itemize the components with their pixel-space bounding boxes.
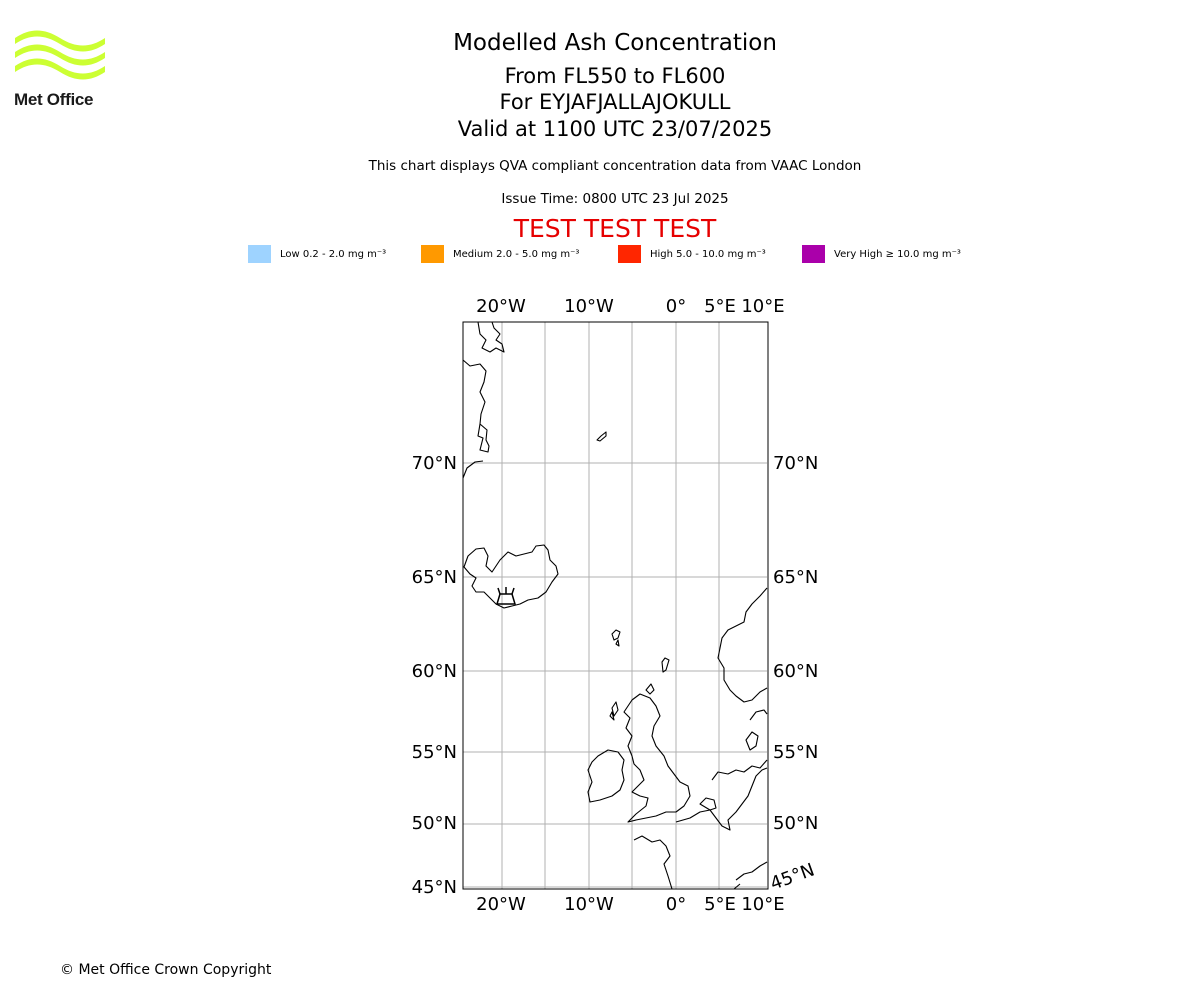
- map-gridlines: [463, 322, 767, 889]
- copyright-notice: © Met Office Crown Copyright: [60, 962, 272, 978]
- chart-description: This chart displays QVA compliant concentration data from VAAC London: [368, 158, 862, 174]
- continent-coast: [634, 768, 767, 889]
- lat-label-left-65n: 65°N: [411, 567, 457, 588]
- lat-label-right-50n: 50°N: [773, 813, 819, 834]
- flight-level-range: From FL550 to FL600: [504, 64, 726, 88]
- longitude-labels-top: [476, 296, 784, 317]
- lat-label-left-45n: 45°N: [411, 877, 457, 898]
- ireland-coast: [588, 750, 624, 802]
- legend-label-low: Low 0.2 - 2.0 mg m⁻³: [280, 248, 387, 260]
- map-frame: [463, 322, 768, 889]
- lat-label-left-70n: 70°N: [411, 453, 457, 474]
- shetland-coast: [662, 658, 669, 672]
- norway-coast: [718, 588, 767, 702]
- lon-label-bottom-10e: 10°E: [741, 894, 785, 915]
- chart-title: Modelled Ash Concentration: [453, 30, 777, 56]
- lat-label-right-60n: 60°N: [773, 661, 819, 682]
- latitude-labels-left: [412, 453, 457, 898]
- lat-label-left-50n: 50°N: [411, 813, 457, 834]
- lon-label-bottom-20w: 20°W: [476, 894, 526, 915]
- lat-label-right-55n: 55°N: [773, 742, 819, 763]
- denmark-coast: [746, 710, 767, 750]
- lon-label-top-0: 0°: [665, 296, 687, 317]
- valid-time: Valid at 1100 UTC 23/07/2025: [457, 117, 773, 141]
- lon-label-bottom-5e: 5°E: [704, 894, 736, 915]
- logo-text: Met Office: [14, 90, 94, 109]
- lat-label-left-60n: 60°N: [411, 661, 457, 682]
- latitude-labels-right: [768, 453, 819, 895]
- lat-label-right-70n: 70°N: [773, 453, 819, 474]
- legend-label-very-high: Very High ≥ 10.0 mg m⁻³: [834, 248, 961, 260]
- lon-label-bottom-0: 0°: [665, 894, 687, 915]
- test-banner: TEST TEST TEST: [513, 214, 717, 243]
- lon-label-top-20w: 20°W: [476, 296, 526, 317]
- faroe-islands-coast: [612, 630, 620, 646]
- lon-label-bottom-10w: 10°W: [564, 894, 614, 915]
- greenland-coast: [463, 360, 489, 478]
- legend-label-medium: Medium 2.0 - 5.0 mg m⁻³: [453, 248, 580, 260]
- longitude-labels-bottom: [476, 894, 784, 915]
- jan-mayen-coast: [597, 432, 606, 441]
- lat-label-right-45n: 45°N: [767, 859, 818, 895]
- lat-label-right-65n: 65°N: [773, 567, 819, 588]
- legend-label-high: High 5.0 - 10.0 mg m⁻³: [650, 248, 766, 260]
- volcano-name: For EYJAFJALLAJOKULL: [499, 90, 731, 114]
- coastlines: [463, 322, 767, 889]
- issue-time: Issue Time: 0800 UTC 23 Jul 2025: [501, 191, 729, 207]
- lon-label-top-10e: 10°E: [741, 296, 785, 317]
- great-britain-coast: [624, 694, 690, 822]
- lon-label-top-10w: 10°W: [564, 296, 614, 317]
- volcano-icon: [497, 587, 515, 604]
- lat-label-left-55n: 55°N: [411, 742, 457, 763]
- lon-label-top-5e: 5°E: [704, 296, 736, 317]
